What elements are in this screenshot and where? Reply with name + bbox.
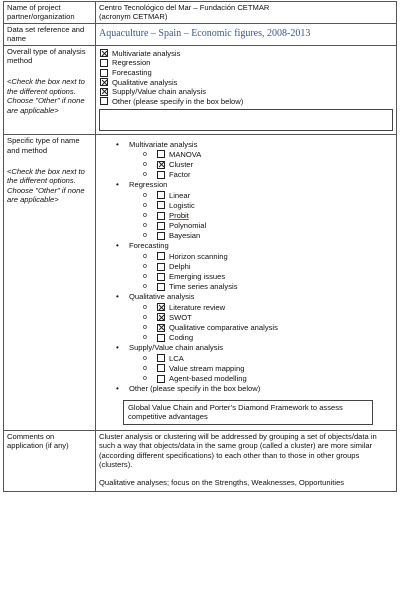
circle-bullet-icon: o [143, 354, 147, 362]
overall-options [99, 49, 393, 107]
overall-option-label: Multivariate analysis [112, 48, 181, 58]
checkbox-icon[interactable] [157, 263, 165, 271]
checkbox-icon[interactable] [157, 232, 165, 240]
overall-option-multivariate-analysis[interactable] [99, 49, 393, 59]
overall-option-label: Forecasting [112, 67, 152, 77]
specific-label: Specific type of name and method [7, 136, 80, 155]
dataset-label: Data set reference and name [4, 23, 96, 45]
overall-option-qualitative-analysis[interactable] [99, 77, 393, 87]
specific-option-label: Linear [169, 190, 191, 200]
partner-name: Centro Tecnológico del Mar – Fundación CETMAR [99, 3, 270, 12]
specific-option-label: Emerging issues [169, 272, 226, 282]
analysis-form-table [3, 1, 397, 492]
specific-group-label: Regression [129, 180, 168, 190]
specific-option-factor[interactable] [99, 170, 393, 180]
specific-option-delphi[interactable] [99, 261, 393, 271]
specific-option-value-stream-mapping[interactable] [99, 363, 393, 373]
specific-option-swot[interactable] [99, 312, 393, 322]
checkbox-icon[interactable] [157, 364, 165, 372]
specific-option-label: Coding [169, 333, 194, 343]
dataset-title: Aquaculture – Spain – Economic figures, 2008-2013 [99, 27, 311, 39]
partner-acronym: (acronym CETMAR) [99, 12, 168, 22]
specific-group-label: Supply/Value chain analysis [129, 343, 223, 353]
circle-bullet-icon: o [143, 222, 147, 230]
circle-bullet-icon: o [143, 252, 147, 260]
circle-bullet-icon: o [143, 303, 147, 311]
circle-bullet-icon: o [143, 262, 147, 270]
specific-option-cluster[interactable] [99, 160, 393, 170]
specific-option-agent-based-modelling[interactable] [99, 374, 393, 384]
circle-bullet-icon: o [143, 201, 147, 209]
specific-option-label: Time series analysis [169, 282, 238, 292]
bullet-icon: • [116, 343, 119, 353]
checkbox-icon[interactable] [157, 273, 165, 281]
specific-option-bayesian[interactable] [99, 231, 393, 241]
checkbox-checked-icon[interactable] [157, 161, 165, 169]
specific-option-label: Bayesian [169, 231, 201, 241]
specific-option-label: Polynomial [169, 221, 207, 231]
specific-option-lca[interactable] [99, 353, 393, 363]
comments-cell [96, 430, 397, 491]
overall-option-label: Regression [112, 58, 151, 68]
specific-option-time-series-analysis[interactable] [99, 282, 393, 292]
checkbox-icon[interactable] [100, 69, 108, 77]
checkbox-icon[interactable] [100, 97, 108, 105]
specific-option-horizon-scanning[interactable] [99, 251, 393, 261]
specific-group-qualitative-analysis [99, 292, 393, 302]
checkbox-checked-icon[interactable] [157, 303, 165, 311]
comments-paragraph-1: Cluster analysis or clustering will be addressed by grouping a set of objects/data in such a way that objects/data in the same group (called a cluster) are more similar (according different specifications) to each other than to those in other groups (clusters). [99, 431, 377, 469]
specific-option-label: SWOT [169, 312, 192, 322]
checkbox-icon[interactable] [157, 354, 165, 362]
specific-options-cell [96, 135, 397, 431]
overall-option-regression[interactable] [99, 58, 393, 68]
specific-option-label: Factor [169, 170, 191, 180]
overall-instruction: <Check the box next to the different options. Choose "Other" if none are applicable> [7, 77, 85, 115]
circle-bullet-icon: o [143, 313, 147, 321]
specific-option-label: Value stream mapping [169, 363, 245, 373]
checkbox-icon[interactable] [157, 212, 165, 220]
specific-option-logistic[interactable] [99, 200, 393, 210]
overall-row [4, 45, 397, 135]
specific-option-literature-review[interactable] [99, 302, 393, 312]
comments-row [4, 430, 397, 491]
checkbox-checked-icon[interactable] [100, 78, 108, 86]
circle-bullet-icon: o [143, 232, 147, 240]
specific-group-forecasting [99, 241, 393, 251]
specific-group-regression [99, 180, 393, 190]
bullet-icon: • [116, 139, 119, 149]
specific-option-label: MANOVA [169, 149, 202, 159]
specific-option-polynomial[interactable] [99, 221, 393, 231]
specific-group-label: Multivariate analysis [129, 139, 198, 149]
bullet-icon: • [116, 292, 119, 302]
overall-option-label: Supply/Value chain analysis [112, 87, 206, 97]
checkbox-checked-icon[interactable] [100, 49, 108, 57]
comments-paragraph-2: Qualitative analyses; focus on the Strengths, Weaknesses, Opportunities [99, 478, 345, 488]
partner-label: Name of project partner/organization [4, 2, 96, 24]
specific-option-label: Literature review [169, 302, 226, 312]
checkbox-icon[interactable] [157, 171, 165, 179]
overall-option-forecasting[interactable] [99, 68, 393, 78]
partner-row [4, 2, 397, 24]
checkbox-checked-icon[interactable] [100, 88, 108, 96]
checkbox-icon[interactable] [157, 283, 165, 291]
checkbox-icon[interactable] [100, 59, 108, 67]
circle-bullet-icon: o [143, 334, 147, 342]
overall-option-label: Other (please specify in the box below) [112, 96, 244, 106]
specific-option-label: Agent-based modelling [169, 373, 247, 383]
specific-group-supply-value-chain-analysis [99, 343, 393, 353]
checkbox-icon[interactable] [157, 191, 165, 199]
overall-label-cell [4, 45, 96, 135]
specific-option-manova[interactable] [99, 149, 393, 159]
specific-group-multivariate-analysis [99, 139, 393, 149]
circle-bullet-icon: o [143, 171, 147, 179]
specific-option-emerging-issues[interactable] [99, 272, 393, 282]
checkbox-icon[interactable] [157, 252, 165, 260]
specific-group-label: Forecasting [129, 241, 169, 251]
bullet-icon: • [116, 384, 119, 394]
circle-bullet-icon: o [143, 150, 147, 158]
circle-bullet-icon: o [143, 273, 147, 281]
checkbox-checked-icon[interactable] [157, 324, 165, 332]
specific-option-label: LCA [169, 353, 184, 363]
specific-group-label: Qualitative analysis [129, 292, 195, 302]
specific-option-label: Delphi [169, 261, 191, 271]
specific-option-label: Horizon scanning [169, 251, 228, 261]
checkbox-icon[interactable] [157, 201, 165, 209]
circle-bullet-icon: o [143, 160, 147, 168]
overall-option-other-please-specify-in-the-box-below[interactable] [99, 97, 393, 107]
overall-label: Overall type of analysis method [7, 46, 86, 66]
specific-row [4, 135, 397, 431]
bullet-icon: • [116, 180, 119, 190]
specific-option-label: Probit [169, 210, 189, 220]
specific-instruction: <Check the box next to the different options. Choose "Other" if none are applicable> [7, 167, 85, 205]
specific-option-label: Qualitative comparative analysis [169, 322, 278, 332]
dataset-row [4, 23, 397, 45]
circle-bullet-icon: o [143, 374, 147, 382]
dataset-value-cell [96, 23, 397, 45]
specific-option-label: Cluster [169, 159, 194, 169]
specific-option-linear[interactable] [99, 190, 393, 200]
circle-bullet-icon: o [143, 283, 147, 291]
specific-label-cell [4, 135, 96, 431]
circle-bullet-icon: o [143, 323, 147, 331]
circle-bullet-icon: o [143, 191, 147, 199]
partner-value [96, 2, 397, 24]
specific-option-probit[interactable] [99, 211, 393, 221]
checkbox-icon[interactable] [157, 150, 165, 158]
specific-option-qualitative-comparative-analysis[interactable] [99, 323, 393, 333]
circle-bullet-icon: o [143, 211, 147, 219]
specific-other-input[interactable]: Global Value Chain and Porter’s Diamond Framework to assess competitive advantages [123, 400, 373, 425]
specific-option-label: Logistic [169, 200, 195, 210]
overall-option-label: Qualitative analysis [112, 77, 178, 87]
checkbox-checked-icon[interactable] [157, 313, 165, 321]
bullet-icon: • [116, 241, 119, 251]
overall-other-input[interactable] [99, 109, 393, 131]
checkbox-icon[interactable] [157, 375, 165, 383]
checkbox-icon[interactable] [157, 222, 165, 230]
checkbox-icon[interactable] [157, 334, 165, 342]
specific-options [99, 139, 393, 394]
specific-option-coding[interactable] [99, 333, 393, 343]
specific-group-other-please-specify-in-the-box-below [99, 384, 393, 394]
specific-group-label: Other (please specify in the box below) [129, 384, 261, 394]
overall-option-supply-value-chain-analysis[interactable] [99, 87, 393, 97]
comments-label: Comments on application (if any) [4, 430, 96, 491]
overall-options-cell [96, 45, 397, 135]
circle-bullet-icon: o [143, 364, 147, 372]
